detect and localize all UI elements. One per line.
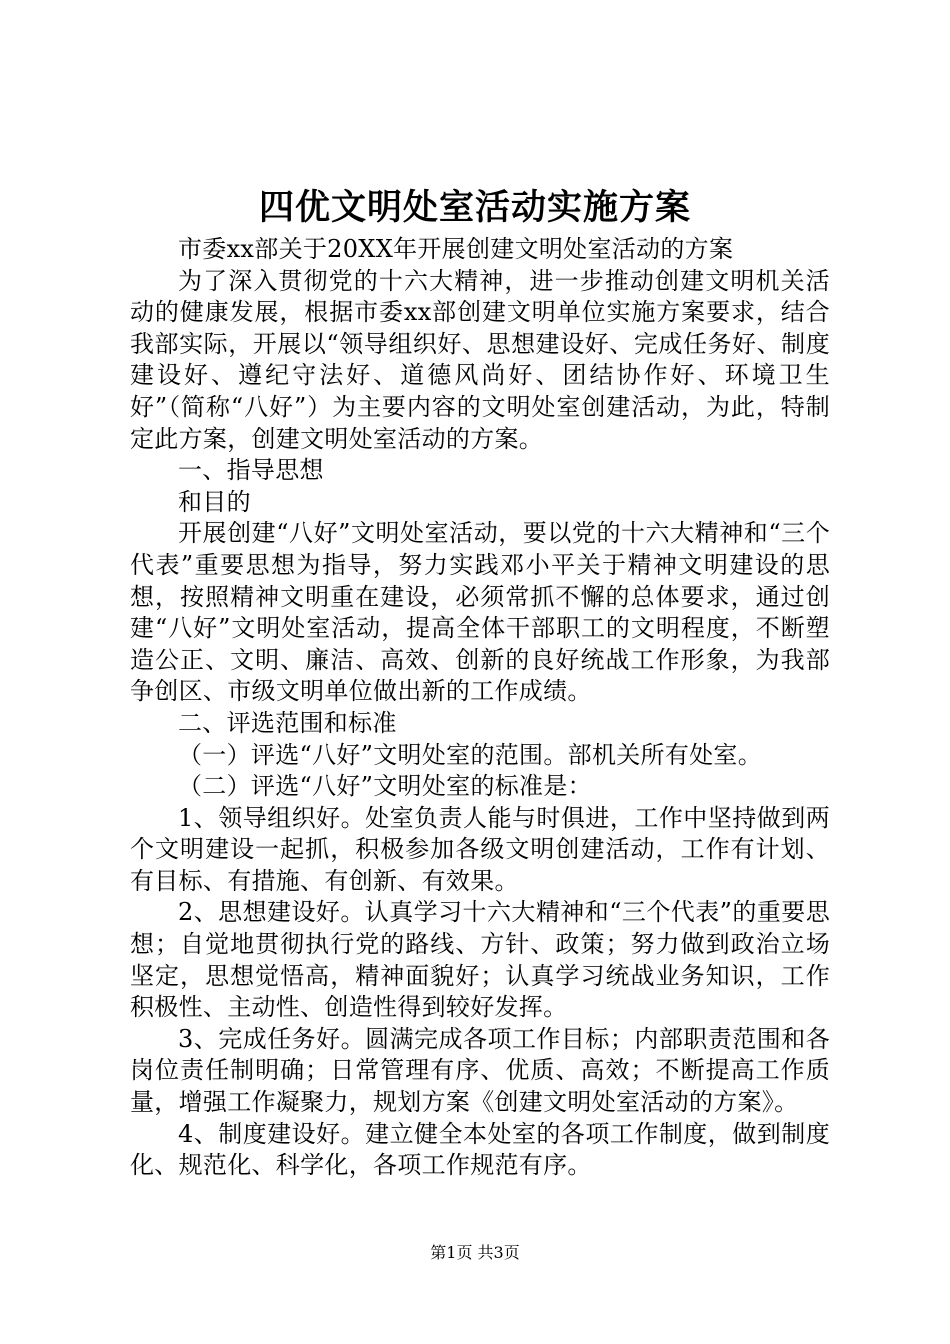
paragraph-standards-intro: （二）评选“八好”文明处室的标准是： xyxy=(178,772,592,801)
document-title: 四优文明处室活动实施方案 xyxy=(258,187,691,228)
section-heading-scope-standards: 二、评选范围和标准 xyxy=(178,708,397,737)
list-item-institution: 4、制度建设好。建立健全本处室的各项工作制度，做到制度化、规范化、科学化，各项工作规范有序。 xyxy=(130,1119,830,1180)
list-item-leadership: 1、领导组织好。处室负责人能与时俱进，工作中坚持做到两个文明建设一起抓，积极参加各级文明创建活动，工作有计划、有目标、有措施、有创新、有效果。 xyxy=(130,803,830,895)
paragraph-subtitle: 市委xx部关于20XX年开展创建文明处室活动的方案 xyxy=(178,235,734,263)
page-number-footer: 第1页 共3页 xyxy=(430,1243,520,1262)
paragraph-scope: （一）评选“八好”文明处室的范围。部机关所有处室。 xyxy=(178,740,763,769)
list-item-tasks: 3、完成任务好。圆满完成各项工作目标；内部职责范围和各岗位责任制明确；日常管理有序、优质、高效；不断提高工作质量，增强工作凝聚力，规划方案《创建文明处室活动的方案》。 xyxy=(130,1024,830,1117)
paragraph-guiding-thought: 开展创建“八好”文明处室活动，要以党的十六大精神和“三个代表”重要思想为指导，努力实践邓小平关于精神文明建设的思想，按照精神文明重在建设，必须常抓不懈的总体要求，通过创建“八好”文明处室活动，提高全体干部职工的文明程度，不断塑造公正、文明、廉洁、高效、创新的良好统战工作形象，为我部争创区、市级文明单位做出新的工作成绩。 xyxy=(130,519,830,706)
document-body xyxy=(130,234,830,1182)
section-heading-guiding-thought: 一、指导思想 xyxy=(178,456,324,485)
list-item-ideology: 2、思想建设好。认真学习十六大精神和“三个代表”的重要思想；自觉地贯彻执行党的路线、方针、政策；努力做到政治立场坚定，思想觉悟高，精神面貌好；认真学习统战业务知识，工作积极性、主动性、创造性得到较好发挥。 xyxy=(130,898,830,1022)
section-heading-purpose: 和目的 xyxy=(178,487,251,516)
paragraph-intro: 为了深入贯彻党的十六大精神，进一步推动创建文明机关活动的健康发展，根据市委xx部创建文明单位实施方案要求，结合我部实际，开展以“领导组织好、思想建设好、完成任务好、制度建设好、遵纪守法好、道德风尚好、团结协作好、环境卫生好”（简称“八好”）为主要内容的文明处室创建活动，为此，特制定此方案，创建文明处室活动的方案。 xyxy=(130,266,830,453)
